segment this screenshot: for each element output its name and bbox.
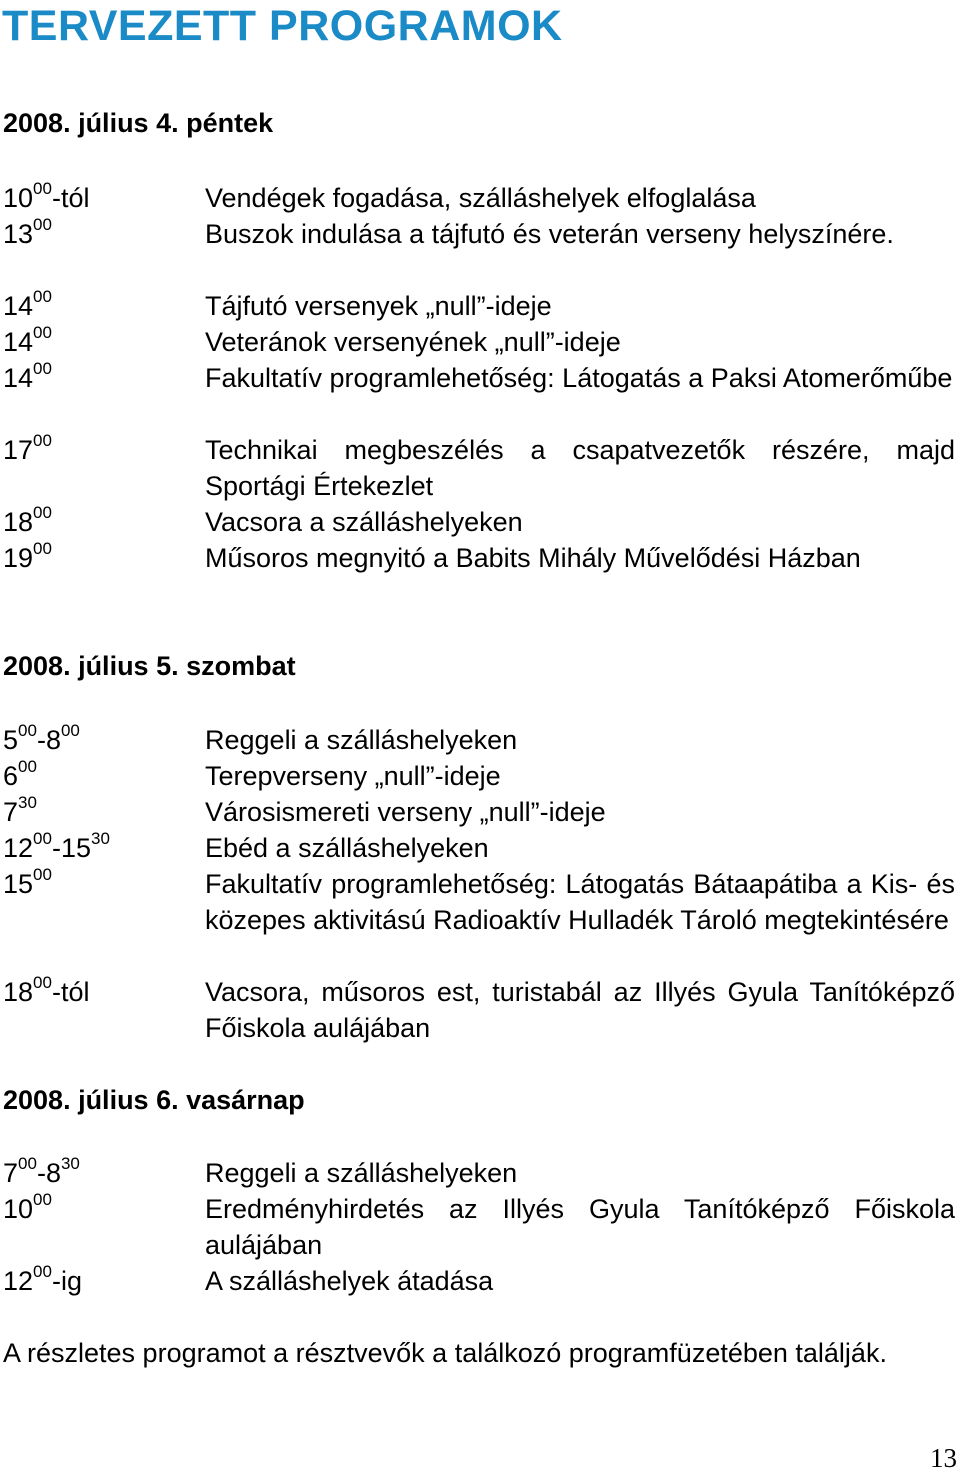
schedule-time <box>3 504 52 540</box>
time-part: 14 <box>3 363 34 393</box>
schedule-description: A szálláshelyek átadása <box>205 1266 494 1296</box>
time-superscript: 00 <box>33 431 52 450</box>
schedule-time <box>3 722 80 758</box>
schedule-description: Reggeli a szálláshelyeken <box>205 725 518 755</box>
schedule-description: Buszok indulása a tájfutó és veterán verseny helyszínére. <box>205 219 894 249</box>
schedule-time <box>3 866 52 902</box>
schedule-time <box>3 540 52 576</box>
schedule-time <box>3 288 52 324</box>
time-superscript: 00 <box>33 359 52 378</box>
time-superscript: 00 <box>33 503 52 522</box>
schedule-time <box>3 432 52 468</box>
schedule-time <box>3 1191 52 1227</box>
time-part: -15 <box>51 833 91 863</box>
time-part: 12 <box>3 1266 34 1296</box>
schedule-time <box>3 216 52 252</box>
time-superscript: 00 <box>33 973 52 992</box>
schedule-description: Városismereti verseny „null”-ideje <box>205 797 606 827</box>
schedule-time <box>3 758 37 794</box>
time-part: 10 <box>3 1194 34 1224</box>
time-part: 14 <box>3 327 34 357</box>
schedule-time <box>3 974 89 1010</box>
time-superscript: 30 <box>91 829 110 848</box>
time-superscript: 00 <box>33 287 52 306</box>
time-part: 17 <box>3 435 34 465</box>
footer-note: A részletes programot a résztvevők a találkozó programfüzetében találják. <box>3 1338 887 1368</box>
time-superscript: 00 <box>33 179 52 198</box>
time-part: -8 <box>36 725 61 755</box>
schedule-description: Ebéd a szálláshelyeken <box>205 833 489 863</box>
schedule-description: Műsoros megnyitó a Babits Mihály Művelődési Házban <box>205 543 861 573</box>
time-superscript: 30 <box>18 793 37 812</box>
time-superscript: 00 <box>18 757 37 776</box>
time-part: 10 <box>3 183 34 213</box>
schedule-description: Terepverseny „null”-ideje <box>205 761 501 791</box>
time-superscript: 00 <box>33 1190 52 1209</box>
day-heading: 2008. július 4. péntek <box>3 108 274 138</box>
schedule-description: Fakultatív programlehetőség: Látogatás Bátaapátiba a Kis- és közepes aktivitású Radioaktív Hulladék Tároló megtekintésére <box>205 869 955 935</box>
schedule-description: Reggeli a szálláshelyeken <box>205 1158 518 1188</box>
time-superscript: 00 <box>33 1262 52 1281</box>
time-part: 18 <box>3 977 34 1007</box>
day-heading: 2008. július 5. szombat <box>3 651 296 681</box>
time-part: 5 <box>3 725 19 755</box>
time-part: 19 <box>3 543 34 573</box>
time-part: 12 <box>3 833 34 863</box>
time-superscript: 00 <box>33 215 52 234</box>
time-part: -tól <box>51 183 90 213</box>
time-superscript: 00 <box>33 865 52 884</box>
schedule-description: Fakultatív programlehetőség: Látogatás a Paksi Atomerőműbe <box>205 363 953 393</box>
time-part: 18 <box>3 507 34 537</box>
page-title: TERVEZETT PROGRAMOK <box>2 2 563 50</box>
time-superscript: 00 <box>60 721 80 740</box>
schedule-description: Vacsora a szálláshelyeken <box>205 507 523 537</box>
time-superscript: 00 <box>33 323 52 342</box>
schedule-time <box>3 794 37 830</box>
time-part: 7 <box>3 797 19 827</box>
time-part: -ig <box>51 1266 82 1296</box>
time-part: 15 <box>3 869 34 899</box>
schedule-description: Veteránok versenyének „null”-ideje <box>205 327 621 357</box>
page-number: 13 <box>930 1443 957 1473</box>
time-superscript: 30 <box>60 1154 80 1173</box>
time-superscript: 00 <box>18 1154 37 1173</box>
schedule-time <box>3 360 52 396</box>
schedule-time <box>3 324 52 360</box>
time-part: -tól <box>51 977 90 1007</box>
schedule-description: Vendégek fogadása, szálláshelyek elfoglalása <box>205 183 756 213</box>
time-superscript: 00 <box>18 721 37 740</box>
day-heading: 2008. július 6. vasárnap <box>3 1085 305 1115</box>
time-superscript: 00 <box>33 539 52 558</box>
schedule-description: Tájfutó versenyek „null”-ideje <box>205 291 552 321</box>
schedule-time <box>3 1263 82 1299</box>
schedule-time <box>3 1155 80 1191</box>
time-superscript: 00 <box>33 829 52 848</box>
schedule-description: Eredményhirdetés az Illyés Gyula Tanítóképző Főiskola aulájában <box>205 1194 955 1260</box>
time-part: 6 <box>3 761 19 791</box>
time-part: -8 <box>36 1158 61 1188</box>
schedule-time <box>3 830 110 866</box>
schedule-time <box>3 180 89 216</box>
schedule-description: Technikai megbeszélés a csapatvezetők részére, majd Sportági Értekezlet <box>205 435 955 501</box>
time-part: 13 <box>3 219 34 249</box>
time-part: 7 <box>3 1158 19 1188</box>
time-part: 14 <box>3 291 34 321</box>
schedule-description: Vacsora, műsoros est, turistabál az Illyés Gyula Tanítóképző Főiskola aulájában <box>205 977 955 1043</box>
